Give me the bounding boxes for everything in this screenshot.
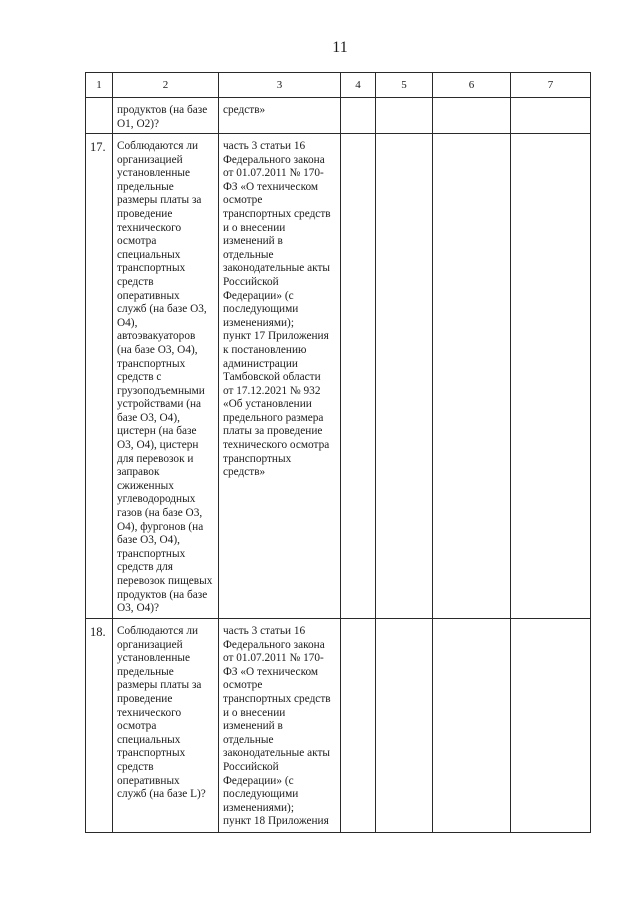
row-number: 17.: [90, 140, 106, 154]
answer-cell-4[interactable]: [341, 619, 376, 833]
table-row: [86, 134, 591, 619]
row-number-cell: [86, 619, 113, 833]
header-cell-4: 4: [341, 73, 376, 98]
answer-cell-7[interactable]: [511, 619, 591, 833]
header-cell-3: 3: [219, 73, 341, 98]
legal-basis-cell: [219, 619, 341, 833]
legal-basis-text: средств»: [223, 104, 266, 116]
legal-basis-cell: [219, 134, 341, 619]
legal-basis-cell: [219, 98, 341, 134]
question-text: продуктов (на базе O1, O2)?: [117, 104, 208, 130]
answer-cell-6[interactable]: [433, 619, 511, 833]
answer-cell-5[interactable]: [376, 134, 433, 619]
answer-cell-6[interactable]: [433, 134, 511, 619]
table-row: [86, 98, 591, 134]
header-cell-5: 5: [376, 73, 433, 98]
answer-cell-7[interactable]: [511, 98, 591, 134]
header-cell-6: 6: [433, 73, 511, 98]
answer-cell-5[interactable]: [376, 619, 433, 833]
legal-basis-text: часть 3 статьи 16 Федерального закона от 01.07.2011 № 170- ФЗ «О техническом осмотре транспортных средств и о внесении изменений в отдельные законодательные акты Российской Федерации» (с последующими изменениями); пункт 17 Приложения к постановлению администрации Тамбовской области от 17.12.2021 № 932 «Об установлении предельного размера платы за проведение технического осмотра транспортных средств»: [223, 140, 331, 479]
checklist-table: [85, 72, 591, 833]
question-cell: [113, 98, 219, 134]
answer-cell-6[interactable]: [433, 98, 511, 134]
legal-basis-text: часть 3 статьи 16 Федерального закона от 01.07.2011 № 170- ФЗ «О техническом осмотре транспортных средств и о внесении изменений в отдельные законодательные акты Российской Федерации» (с последующими изменениями); пункт 18 Приложения: [223, 625, 331, 828]
header-cell-1: 1: [86, 73, 113, 98]
header-cell-7: 7: [511, 73, 591, 98]
question-cell: [113, 619, 219, 833]
answer-cell-5[interactable]: [376, 98, 433, 134]
question-text: Соблюдаются ли организацией установленные предельные размеры платы за проведение технического осмотра специальных транспортных средств оперативных служб (на базе L)?: [117, 625, 206, 801]
page-number: 11: [332, 39, 348, 56]
row-number: 18.: [90, 625, 106, 639]
row-number: [86, 98, 112, 104]
answer-cell-4[interactable]: [341, 98, 376, 134]
answer-cell-4[interactable]: [341, 134, 376, 619]
row-number-cell: [86, 134, 113, 619]
header-cell-2: 2: [113, 73, 219, 98]
question-text: Соблюдаются ли организацией установленные предельные размеры платы за проведение технического осмотра специальных транспортных средств оперативных служб (на базе O3, O4), автоэвакуаторов (на базе O3, O4), транспортных средств с грузоподъемными устройствами (на базе O3, O4), цистерн (на базе O3, O4), цистерн для перевозок и заправок сжиженных углеводородных газов (на базе O3, O4), фургонов (на базе O3, O4), транспортных средств для перевозок пищевых продуктов (на базе O3, O4)?: [117, 140, 213, 615]
table-row: [86, 619, 591, 833]
answer-cell-7[interactable]: [511, 134, 591, 619]
header-row: [86, 73, 591, 98]
row-number-cell: [86, 98, 113, 134]
question-cell: [113, 134, 219, 619]
